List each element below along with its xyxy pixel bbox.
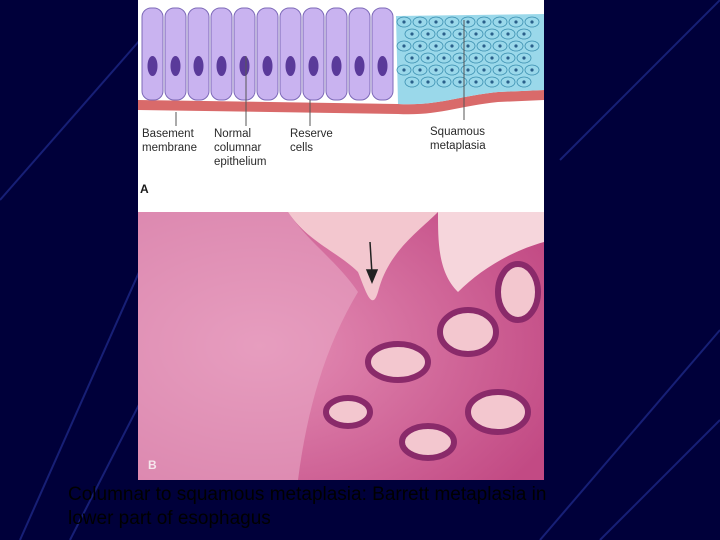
epithelium-diagram (138, 0, 544, 212)
cell-nucleus (378, 56, 388, 76)
squamous-nucleus (482, 44, 485, 47)
squamous-nucleus (482, 20, 485, 23)
slide-caption: Columnar to squamous metaplasia: Barrett metaplasia in lower part of esophagus (68, 484, 547, 529)
columnar-cell (280, 8, 301, 100)
squamous-nucleus (442, 56, 445, 59)
squamous-nucleus (410, 80, 413, 83)
squamous-nucleus (410, 32, 413, 35)
label-normal-columnar-epithelium: Normal columnar epithelium (214, 128, 267, 168)
cell-nucleus (332, 56, 342, 76)
squamous-nucleus (522, 32, 525, 35)
cell-nucleus (240, 56, 250, 76)
columnar-cell (257, 8, 278, 100)
squamous-nucleus (434, 20, 437, 23)
figure-image (138, 0, 544, 480)
gland (498, 264, 538, 320)
gland (402, 426, 454, 458)
squamous-nucleus (490, 56, 493, 59)
cell-nucleus (286, 56, 296, 76)
squamous-nucleus (514, 20, 517, 23)
columnar-cell (165, 8, 186, 100)
histology-micrograph (138, 212, 544, 480)
squamous-nucleus (482, 68, 485, 71)
squamous-nucleus (474, 56, 477, 59)
squamous-nucleus (522, 56, 525, 59)
squamous-nucleus (474, 80, 477, 83)
squamous-nucleus (490, 80, 493, 83)
cell-nucleus (194, 56, 204, 76)
squamous-nucleus (450, 44, 453, 47)
cell-nucleus (171, 56, 181, 76)
squamous-nucleus (530, 20, 533, 23)
squamous-nucleus (426, 56, 429, 59)
panel-letter-a: A (140, 182, 149, 196)
panel-b-micrograph (138, 212, 544, 480)
columnar-cell (326, 8, 347, 100)
squamous-nucleus (450, 20, 453, 23)
squamous-nucleus (514, 44, 517, 47)
panel-a-diagram (138, 0, 544, 212)
squamous-nucleus (506, 80, 509, 83)
cell-nucleus (355, 56, 365, 76)
label-reserve-cells: Reserve cells (290, 128, 333, 154)
columnar-cells (142, 8, 393, 100)
squamous-nucleus (498, 68, 501, 71)
squamous-nucleus (434, 44, 437, 47)
squamous-nucleus (458, 80, 461, 83)
columnar-cell (211, 8, 232, 100)
squamous-nucleus (466, 20, 469, 23)
columnar-cell (188, 8, 209, 100)
squamous-nucleus (514, 68, 517, 71)
squamous-nucleus (498, 20, 501, 23)
squamous-nucleus (402, 68, 405, 71)
gland (368, 344, 428, 380)
cell-nucleus (148, 56, 158, 76)
squamous-nucleus (442, 32, 445, 35)
label-squamous-metaplasia: Squamous metaplasia (430, 126, 486, 152)
cell-nucleus (309, 56, 319, 76)
squamous-nucleus (506, 56, 509, 59)
columnar-cell (234, 8, 255, 100)
columnar-cell (372, 8, 393, 100)
squamous-nucleus (450, 68, 453, 71)
squamous-nucleus (434, 68, 437, 71)
squamous-nucleus (426, 80, 429, 83)
squamous-nucleus (466, 44, 469, 47)
squamous-nucleus (506, 32, 509, 35)
panel-letter-b: B (148, 458, 157, 472)
squamous-nucleus (402, 20, 405, 23)
columnar-cell (303, 8, 324, 100)
gland (326, 398, 370, 426)
squamous-nucleus (402, 44, 405, 47)
squamous-nucleus (530, 68, 533, 71)
cell-nucleus (217, 56, 227, 76)
gland (468, 392, 528, 432)
squamous-nucleus (490, 32, 493, 35)
squamous-nucleus (442, 80, 445, 83)
squamous-nucleus (418, 68, 421, 71)
squamous-nucleus (458, 32, 461, 35)
squamous-nucleus (418, 44, 421, 47)
cell-nucleus (263, 56, 273, 76)
squamous-nucleus (522, 80, 525, 83)
squamous-nucleus (498, 44, 501, 47)
squamous-nucleus (458, 56, 461, 59)
squamous-nucleus (474, 32, 477, 35)
gland (440, 310, 496, 354)
label-basement-membrane: Basement membrane (142, 128, 197, 154)
squamous-nucleus (530, 44, 533, 47)
squamous-nucleus (418, 20, 421, 23)
columnar-cell (349, 8, 370, 100)
squamous-nucleus (426, 32, 429, 35)
squamous-nucleus (410, 56, 413, 59)
squamous-nucleus (466, 68, 469, 71)
columnar-cell (142, 8, 163, 100)
